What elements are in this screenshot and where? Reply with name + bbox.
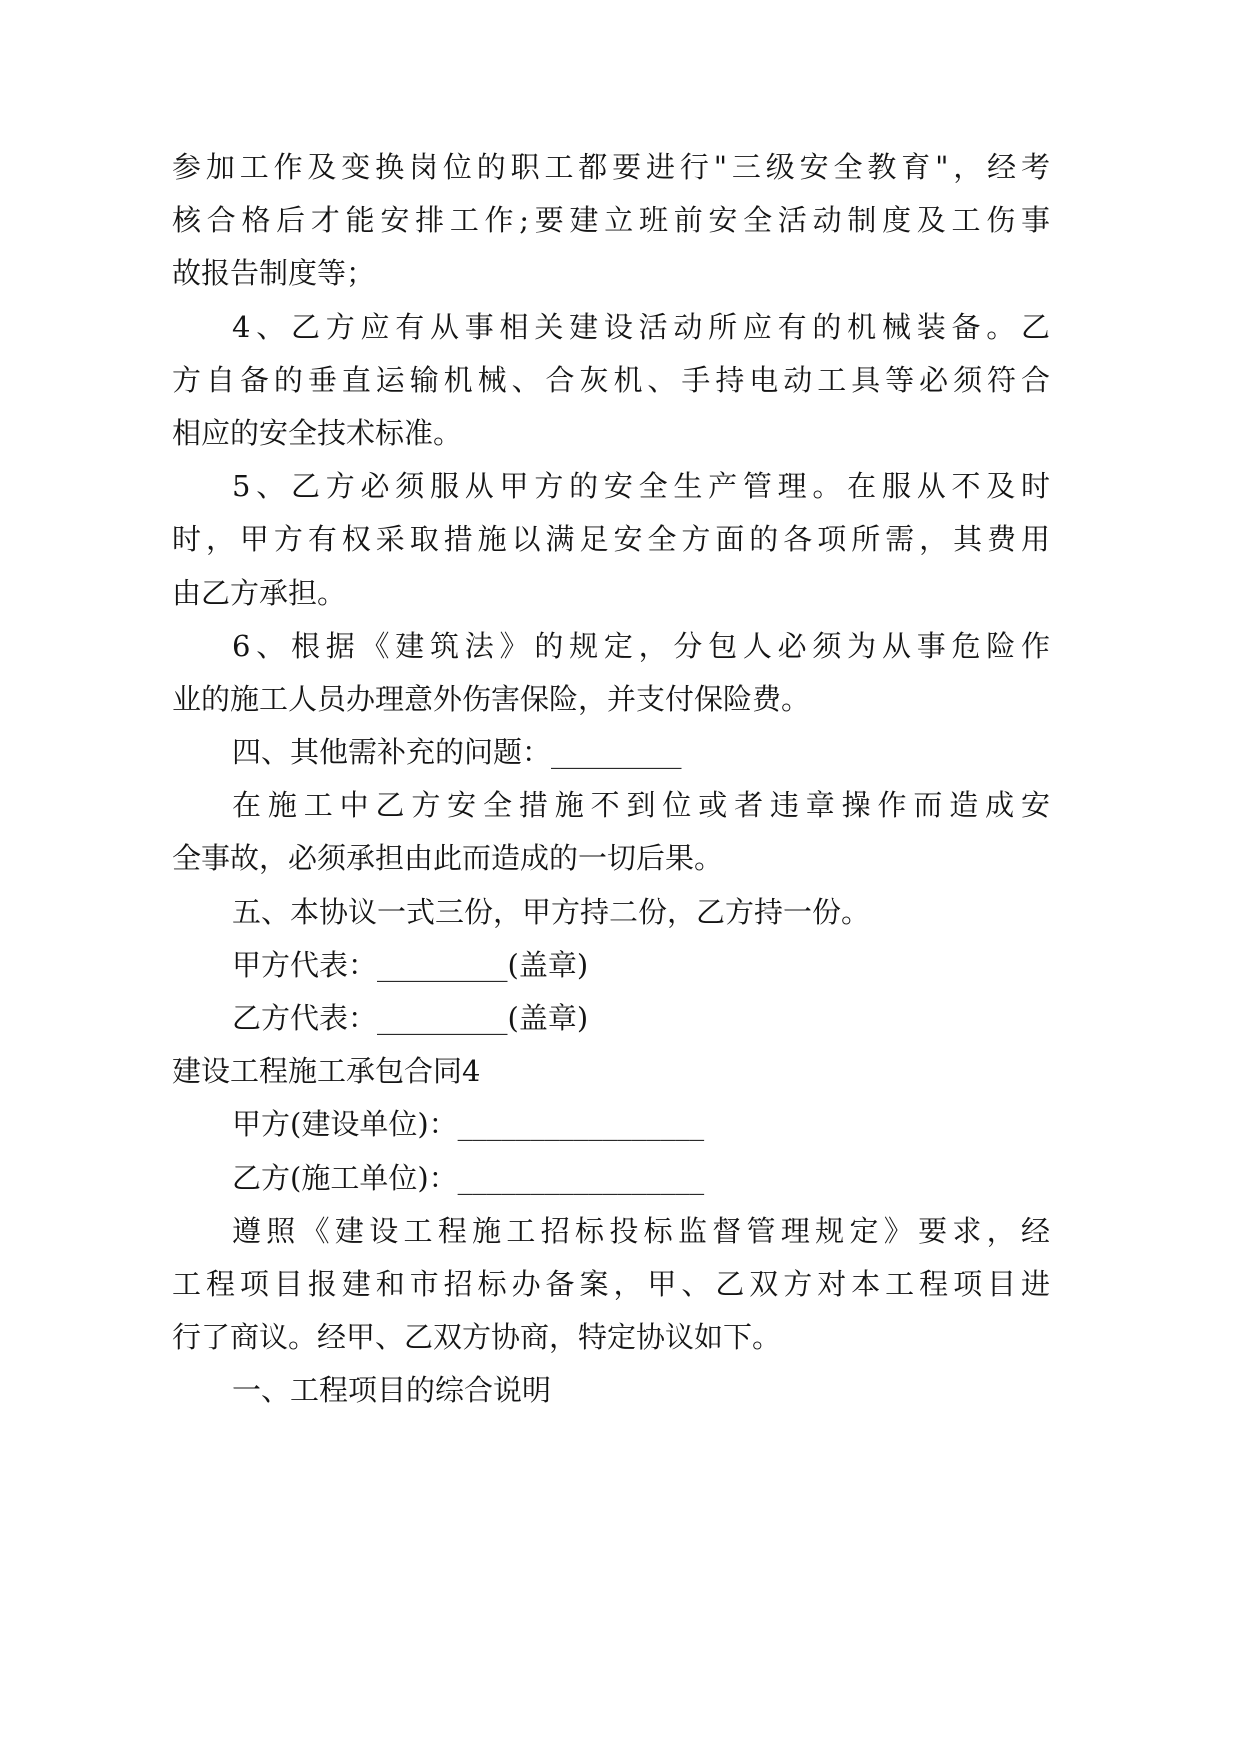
preamble-paragraph	[172, 1205, 1050, 1365]
field-label: 乙方(施工单位)：	[232, 1160, 458, 1195]
text-line: 故报告制度等；	[172, 256, 376, 291]
field-line	[172, 992, 1050, 1045]
field-line	[172, 1152, 1050, 1205]
title-line: 建设工程施工承包合同4	[172, 1054, 481, 1089]
text-line: 遵照《建设工程施工招标投标监督管理规定》要求，经	[232, 1213, 1050, 1248]
text-line: 5、乙方必须服从甲方的安全生产管理。在服从不及时	[232, 469, 1050, 504]
text-line: 参加工作及变换岗位的职工都要进行"三级安全教育"，经考	[172, 150, 1050, 184]
text-line: 相应的安全技术标准。	[172, 415, 463, 450]
section-5-copies-paragraph	[172, 886, 1050, 939]
fill-in-blank: _________________	[457, 1107, 705, 1142]
text-line: 时，甲方有权采取措施以满足安全方面的各项所需，其费用	[172, 522, 1050, 557]
clause-5-management-paragraph	[172, 460, 1050, 620]
heading-line: 一、工程项目的综合说明	[232, 1373, 552, 1408]
text-line: 行了商议。经甲、乙双方协商，特定协议如下。	[172, 1320, 782, 1355]
text-line: 全事故，必须承担由此而造成的一切后果。	[172, 841, 724, 876]
text-line: 核合格后才能安排工作;要建立班前安全活动制度及工伤事	[172, 203, 1050, 238]
seal-note: (盖章)	[507, 947, 589, 982]
text-line: 五、本协议一式三份，甲方持二份，乙方持一份。	[232, 894, 871, 929]
text-line: 6、根据《建筑法》的规定，分包人必须为从事危险作	[232, 628, 1050, 663]
field-line	[172, 939, 1050, 992]
signature-blank: _________	[377, 1001, 508, 1035]
party-a-construction-unit-line	[172, 1098, 1050, 1151]
contract-title	[172, 1045, 1050, 1098]
fill-in-blank: _________________	[457, 1160, 705, 1195]
party-b-contractor-unit-line	[172, 1152, 1050, 1205]
party-b-representative-line	[172, 992, 1050, 1045]
field-line	[172, 1098, 1050, 1151]
text-line: 在施工中乙方安全措施不到位或者违章操作而造成安	[232, 788, 1050, 823]
text-line: 方自备的垂直运输机械、合灰机、手持电动工具等必须符合	[172, 362, 1050, 397]
clause-6-insurance-paragraph	[172, 620, 1050, 726]
clause-4-equipment-paragraph	[172, 301, 1050, 461]
safety-education-paragraph	[172, 141, 1050, 301]
field-line	[172, 726, 1050, 779]
field-label: 四、其他需补充的问题：	[232, 735, 552, 770]
section-4-supplementary-heading	[172, 726, 1050, 779]
field-label: 乙方代表：	[232, 1001, 378, 1035]
party-a-representative-line	[172, 939, 1050, 992]
field-label: 甲方(建设单位)：	[232, 1107, 458, 1142]
fill-in-blank: _________	[551, 735, 682, 770]
text-line: 4、乙方应有从事相关建设活动所应有的机械装备。乙	[232, 309, 1050, 344]
document-body	[172, 141, 1050, 1418]
seal-note: (盖章)	[507, 1001, 589, 1035]
signature-blank: _________	[377, 947, 508, 982]
section-1-heading	[172, 1364, 1050, 1417]
field-label: 甲方代表：	[232, 947, 378, 982]
text-line: 工程项目报建和市招标办备案，甲、乙双方对本工程项目进	[172, 1266, 1050, 1301]
text-line: 业的施工人员办理意外伤害保险，并支付保险费。	[172, 681, 811, 716]
text-line: 由乙方承担。	[172, 575, 347, 610]
liability-paragraph	[172, 779, 1050, 885]
